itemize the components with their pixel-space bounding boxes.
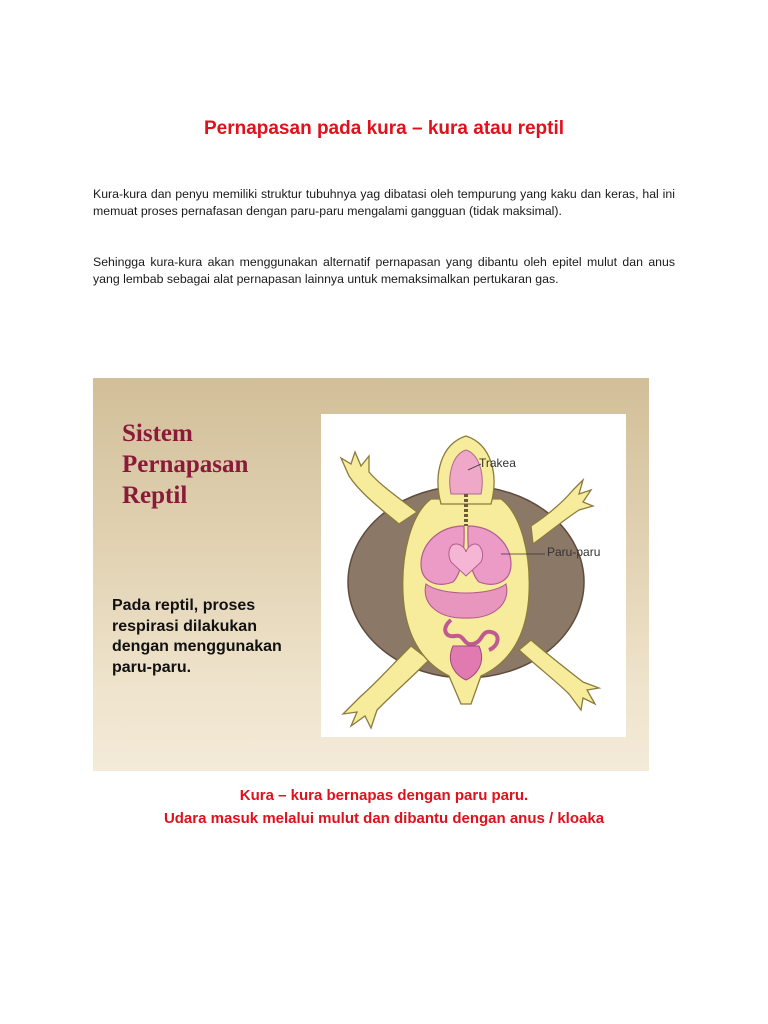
figure-title-line: Sistem: [122, 420, 193, 447]
turtle-anatomy-drawing: [321, 414, 626, 737]
hind-right-leg: [519, 640, 599, 710]
paragraph-alternative-respiration: Sehingga kura-kura akan menggunakan alternatif pernapasan yang dibantu oleh epitel mulut dan anus yang lembab sebagai alat pernapasan lainnya untuk memaksimalkan pertukaran gas.: [93, 255, 675, 286]
figure-description: [112, 596, 322, 678]
reptile-respiration-figure: [93, 378, 649, 771]
figure-description-line: respirasi dilakukan: [112, 617, 257, 635]
figure-description-line: Pada reptil, proses: [112, 597, 256, 614]
turtle-anatomy-illustration: [321, 414, 626, 737]
hind-left-leg: [343, 646, 429, 728]
paragraph-shell-structure: Kura-kura dan penyu memiliki struktur tubuhnya yag dibatasi oleh tempurung yang kaku dan keras, hal ini memuat proses pernafasan dengan paru-paru mengalami gangguan (tidak maksimal).: [93, 187, 675, 218]
front-left-leg: [341, 452, 417, 524]
figure-description-line: paru-paru.: [112, 658, 192, 676]
page-title: Pernapasan pada kura – kura atau reptil: [203, 118, 565, 139]
figure-title: [122, 418, 322, 511]
caption-line-1: Kura – kura bernapas dengan paru paru.: [239, 787, 529, 804]
figure-description-line: dengan menggunakan: [112, 638, 282, 655]
figure-title-line: Pernapasan: [122, 451, 249, 478]
caption-line-2: Udara masuk melalui mulut dan dibantu dengan anus / kloaka: [163, 810, 605, 827]
label-trachea: Trakea: [479, 456, 516, 470]
label-lungs: Paru-paru: [547, 545, 601, 559]
figure-title-line: Reptil: [122, 482, 188, 509]
